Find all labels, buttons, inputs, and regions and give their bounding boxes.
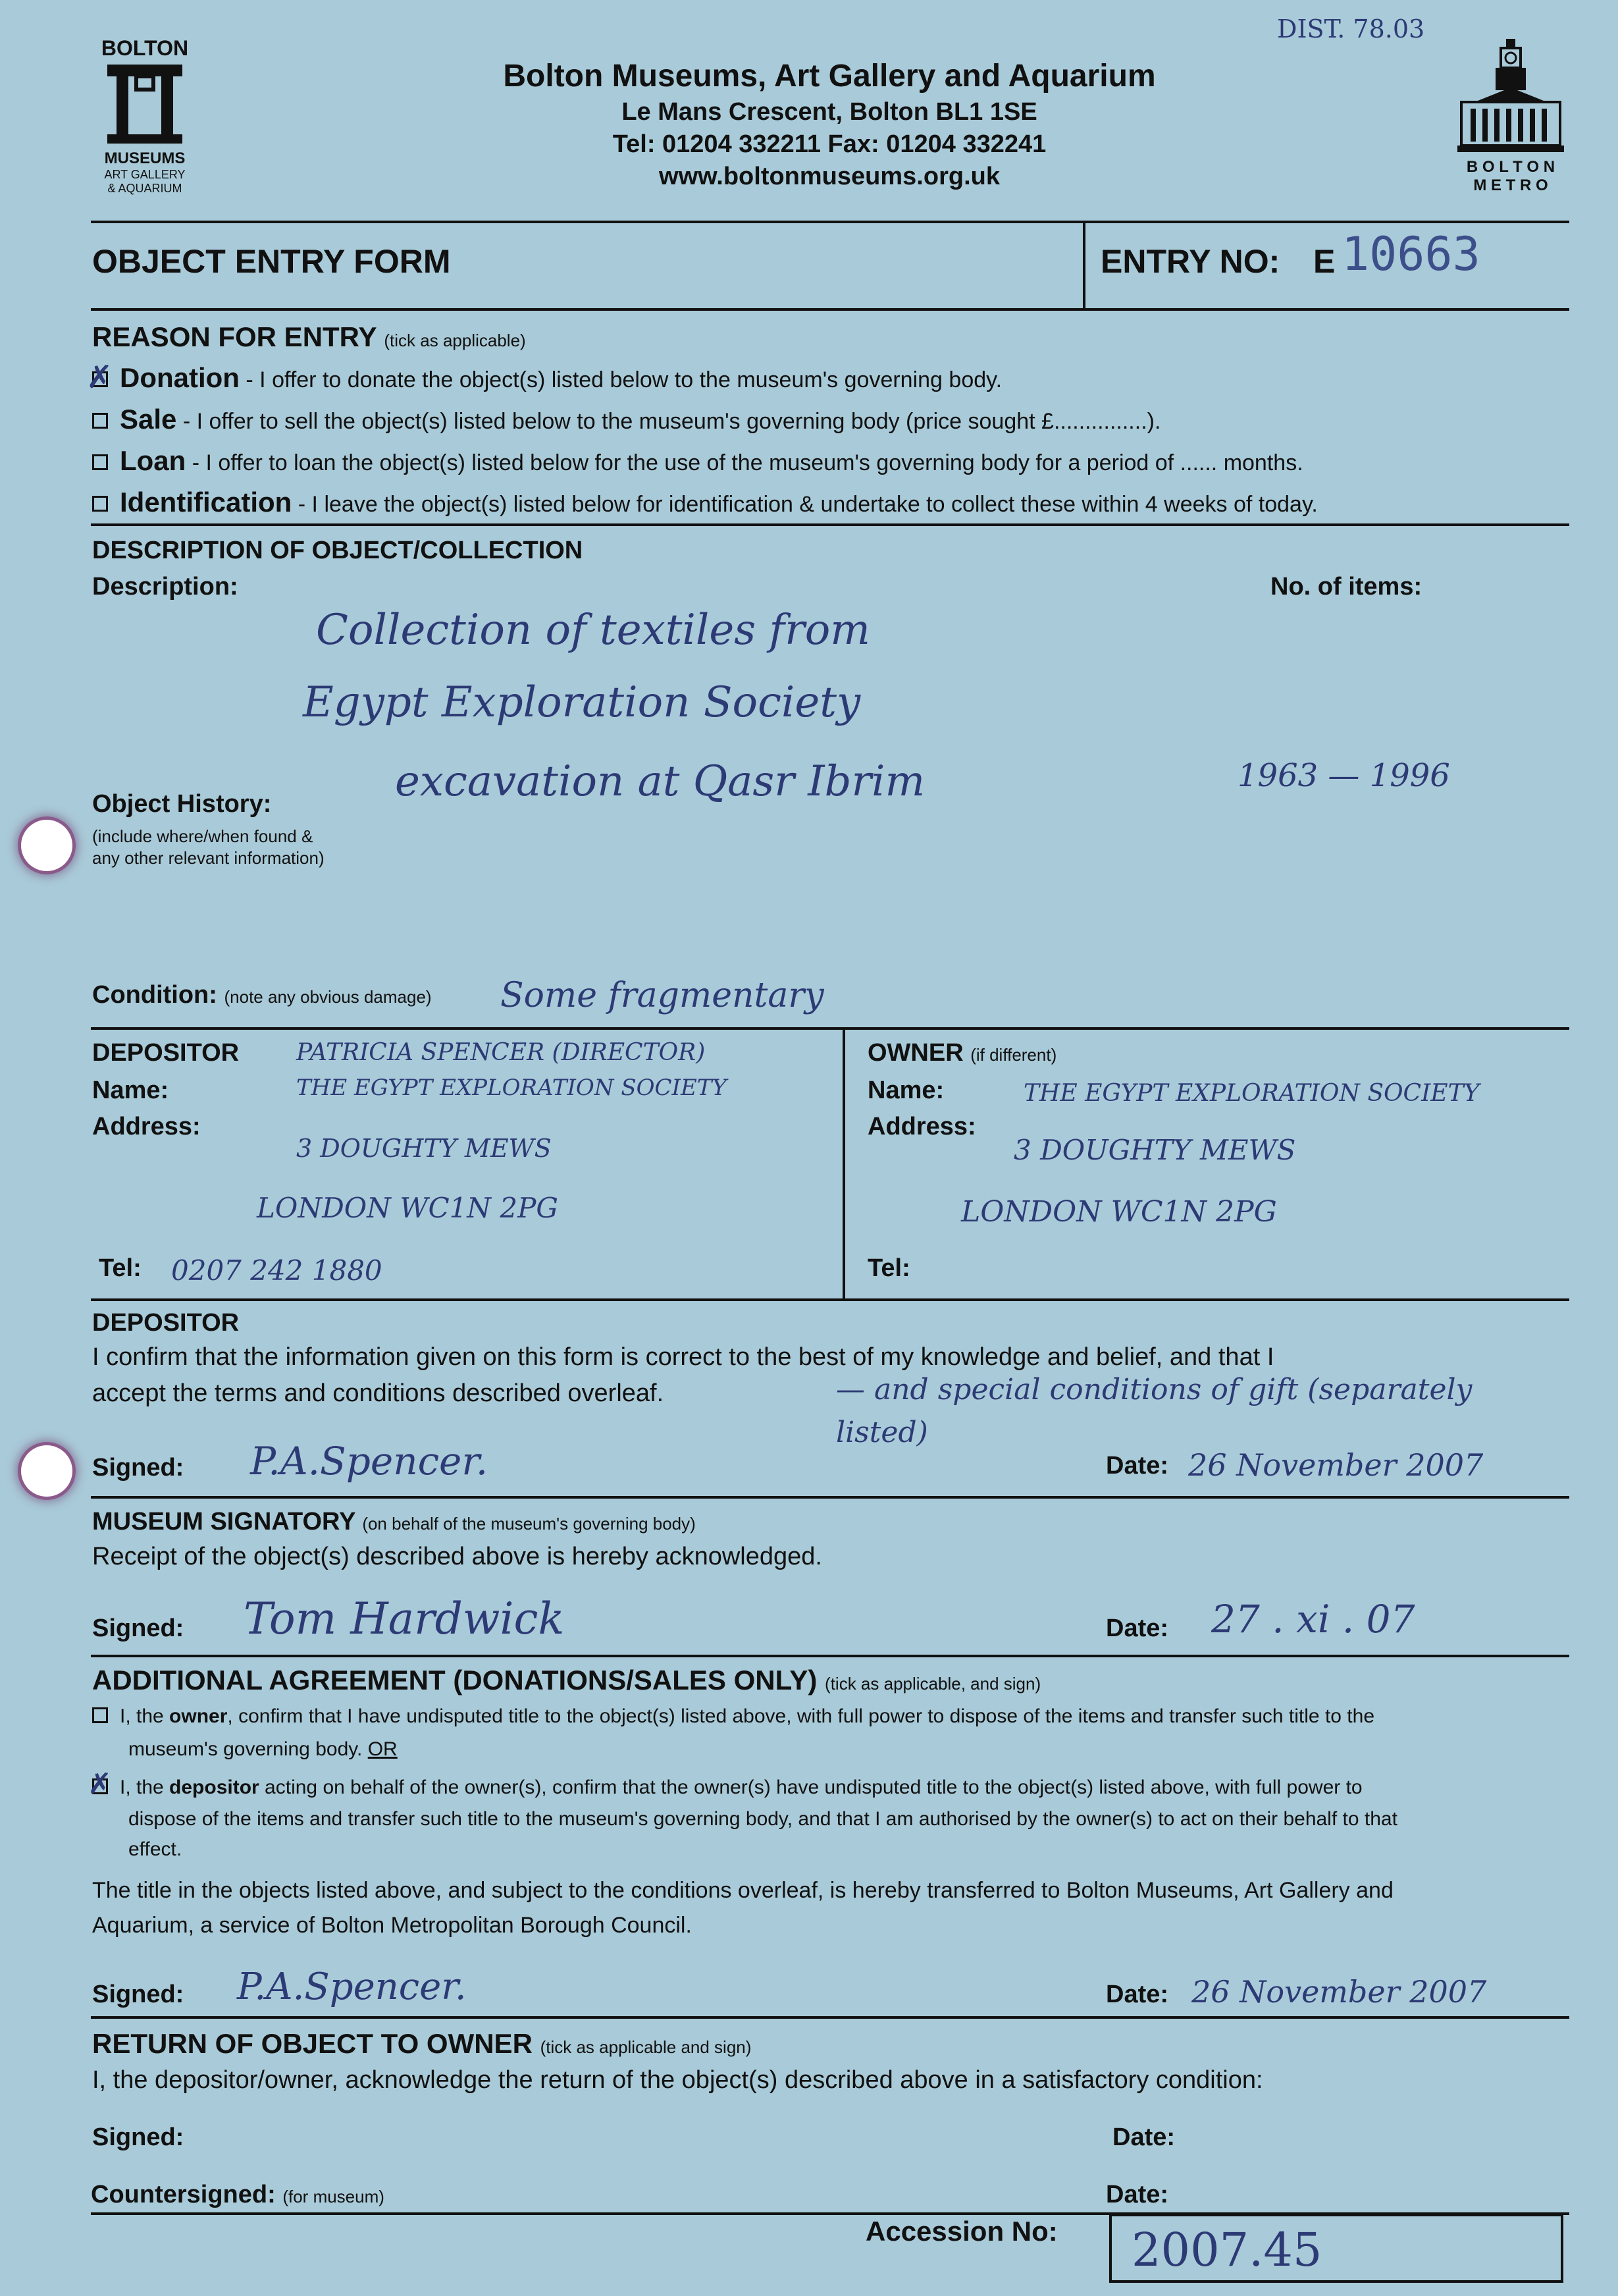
agreement-date-label: Date:: [1106, 1981, 1169, 2008]
owner-tel-label: Tel:: [868, 1254, 910, 1282]
depositor-tel-value[interactable]: 0207 242 1880: [171, 1254, 382, 1287]
distribution-note: DIST. 78.03: [1277, 14, 1425, 43]
divider: [91, 1655, 1569, 1657]
countersigned-date-label: Date:: [1106, 2181, 1169, 2208]
punch-hole: [21, 1445, 72, 1497]
entry-no-value: 10663: [1342, 227, 1480, 281]
special-conditions-note-line-2[interactable]: listed): [836, 1416, 928, 1449]
metro-line-2: M E T R O: [1473, 176, 1548, 194]
museum-signatory-heading: MUSEUM SIGNATORY (on behalf of the museum's governing body): [92, 1508, 696, 1535]
identification-checkbox[interactable]: [92, 496, 108, 512]
museum-date-value[interactable]: 27 . xi . 07: [1211, 1597, 1415, 1642]
declaration-heading: DEPOSITOR: [92, 1309, 240, 1337]
depositor-name-label: Name:: [92, 1077, 169, 1104]
accession-number-label: Accession No:: [866, 2216, 1058, 2247]
metro-line-1: B O L T O N: [1466, 158, 1555, 176]
accession-number-value[interactable]: 2007.45: [1132, 2223, 1322, 2277]
logo-line-2: ART GALLERY: [104, 168, 186, 181]
owner-heading: OWNER (if different): [868, 1039, 1057, 1067]
description-label: Description:: [92, 573, 238, 601]
logo-top-text: BOLTON: [101, 36, 189, 60]
countersigned-label: Countersigned: (for museum): [91, 2181, 384, 2208]
object-history-value[interactable]: excavation at Qasr Ibrim: [395, 757, 926, 806]
depositor-agreement-option[interactable]: ✗ I, the depositor acting on behalf of the owner(s), confirm that the owner(s) have undisputed title to the object(s) listed above, with full power to: [88, 1767, 1363, 1802]
depositor-address-line-2[interactable]: LONDON WC1N 2PG: [257, 1192, 558, 1224]
organisation-website: www.boltonmuseums.org.uk: [659, 163, 1000, 190]
owner-address-line-1[interactable]: 3 DOUGHTY MEWS: [1014, 1134, 1296, 1166]
declaration-text-line-2: accept the terms and conditions described overleaf.: [92, 1379, 664, 1407]
divider: [91, 1496, 1569, 1499]
owner-agreement-line-2: museum's governing body. OR: [128, 1738, 398, 1760]
museum-receipt-text: Receipt of the object(s) described above is hereby acknowledged.: [92, 1543, 822, 1570]
declaration-date-label: Date:: [1106, 1452, 1169, 1480]
return-signed-label: Signed:: [92, 2123, 184, 2151]
town-hall-icon: [1455, 36, 1567, 155]
depositor-agreement-line-2: dispose of the items and transfer such title to the museum's governing body, and that I am authorised by the owner(s) to act on their behalf to that: [128, 1808, 1397, 1830]
number-of-items-label: No. of items:: [1270, 573, 1422, 601]
form-title: OBJECT ENTRY FORM: [92, 243, 451, 280]
description-heading: DESCRIPTION OF OBJECT/COLLECTION: [92, 537, 583, 564]
return-heading: RETURN OF OBJECT TO OWNER (tick as applicable and sign): [92, 2028, 752, 2059]
punch-hole: [21, 820, 72, 871]
divider: [843, 1027, 845, 1300]
agreement-signature[interactable]: P.A.Spencer.: [237, 1965, 467, 2008]
title-transfer-line-2: Aquarium, a service of Bolton Metropolitan Borough Council.: [92, 1913, 692, 1938]
return-date-label: Date:: [1112, 2123, 1176, 2151]
divider: [1083, 221, 1085, 309]
bolton-metro-logo: [1448, 36, 1573, 195]
declaration-signed-label: Signed:: [92, 1454, 184, 1482]
reason-option-sale[interactable]: Sale - I offer to sell the object(s) listed below to the museum's governing body (price sought £...............).: [92, 404, 1161, 435]
depositor-agreement-line-3: effect.: [128, 1838, 182, 1860]
entry-no-prefix: E: [1313, 243, 1336, 280]
object-history-label: Object History:: [92, 790, 272, 818]
declaration-signature[interactable]: P.A.Spencer.: [250, 1439, 488, 1483]
divider: [91, 1298, 1569, 1301]
owner-name-label: Name:: [868, 1077, 945, 1104]
depositor-agreement-checkbox[interactable]: ✗: [88, 1767, 112, 1802]
accession-number-box[interactable]: [1109, 2214, 1563, 2283]
object-history-note-1: (include where/when found &: [92, 826, 313, 846]
depositor-name-value[interactable]: PATRICIA SPENCER (DIRECTOR): [296, 1039, 706, 1066]
divider: [91, 523, 1569, 526]
header-block: [395, 58, 1264, 191]
divider: [91, 221, 1569, 223]
condition-value[interactable]: Some fragmentary: [500, 976, 824, 1015]
bolton-museums-logo: [92, 36, 197, 196]
depositor-heading: DEPOSITOR: [92, 1039, 240, 1067]
additional-agreement-heading: ADDITIONAL AGREEMENT (DONATIONS/SALES ONLY) (tick as applicable, and sign): [92, 1665, 1041, 1695]
sale-checkbox[interactable]: [92, 413, 108, 429]
owner-address-label: Address:: [868, 1113, 976, 1140]
depositor-address-line-1[interactable]: 3 DOUGHTY MEWS: [296, 1134, 552, 1163]
museum-columns-icon: [102, 61, 188, 146]
special-conditions-note-line-1[interactable]: — and special conditions of gift (separately: [836, 1373, 1473, 1406]
agreement-date-value[interactable]: 26 November 2007: [1191, 1974, 1487, 2010]
museum-signed-label: Signed:: [92, 1615, 184, 1642]
description-value-line-2[interactable]: Egypt Exploration Society: [303, 678, 861, 727]
reason-option-loan[interactable]: Loan - I offer to loan the object(s) listed below for the use of the museum's governing body for a period of ...... months.: [92, 445, 1303, 477]
logo-line-1: MUSEUMS: [104, 149, 186, 167]
divider: [91, 308, 1569, 311]
entry-no-label: ENTRY NO:: [1101, 243, 1280, 280]
return-text: I, the depositor/owner, acknowledge the return of the object(s) described above in a satisfactory condition:: [92, 2066, 1263, 2094]
museum-date-label: Date:: [1106, 1615, 1169, 1642]
organisation-address: Le Mans Crescent, Bolton BL1 1SE: [621, 98, 1037, 126]
depositor-address-label: Address:: [92, 1113, 201, 1140]
description-value-line-1[interactable]: Collection of textiles from: [316, 606, 870, 654]
declaration-text-line-1: I confirm that the information given on this form is correct to the best of my knowledge and belief, and that I: [92, 1343, 1274, 1371]
organisation-name: Bolton Museums, Art Gallery and Aquarium: [503, 59, 1156, 93]
depositor-tel-label: Tel:: [99, 1254, 142, 1282]
logo-line-3: & AQUARIUM: [107, 182, 182, 195]
reason-option-identification[interactable]: Identification - I leave the object(s) listed below for identification & undertake to collect these within 4 weeks of today.: [92, 487, 1318, 518]
object-history-dates[interactable]: 1963 — 1996: [1238, 757, 1450, 794]
divider: [91, 2016, 1569, 2019]
divider: [91, 1027, 1569, 1030]
depositor-organisation-value[interactable]: THE EGYPT EXPLORATION SOCIETY: [296, 1075, 727, 1101]
loan-checkbox[interactable]: [92, 454, 108, 470]
agreement-signed-label: Signed:: [92, 1981, 184, 2008]
donation-checkbox[interactable]: ✗: [86, 359, 113, 396]
object-history-note-2: any other relevant information): [92, 848, 325, 868]
owner-address-line-2[interactable]: LONDON WC1N 2PG: [961, 1195, 1277, 1229]
museum-signature[interactable]: Tom Hardwick: [244, 1593, 565, 1644]
owner-name-value[interactable]: THE EGYPT EXPLORATION SOCIETY: [1024, 1080, 1480, 1107]
reason-heading: REASON FOR ENTRY (tick as applicable): [92, 321, 526, 352]
title-transfer-line-1: The title in the objects listed above, and subject to the conditions overleaf, is hereby transferred to Bolton Museums, Art Gallery and: [92, 1878, 1394, 1903]
owner-agreement-checkbox[interactable]: [92, 1707, 108, 1723]
declaration-date-value[interactable]: 26 November 2007: [1188, 1447, 1484, 1483]
condition-label: Condition: (note any obvious damage): [92, 981, 432, 1009]
owner-agreement-option[interactable]: I, the owner, confirm that I have undisputed title to the object(s) listed above, with full power to dispose of the items and transfer such title to the: [92, 1705, 1374, 1728]
organisation-phone: Tel: 01204 332211 Fax: 01204 332241: [612, 130, 1047, 158]
reason-option-donation[interactable]: ✗ Donation - I offer to donate the object(s) listed below to the museum's governing body.: [86, 359, 1003, 396]
